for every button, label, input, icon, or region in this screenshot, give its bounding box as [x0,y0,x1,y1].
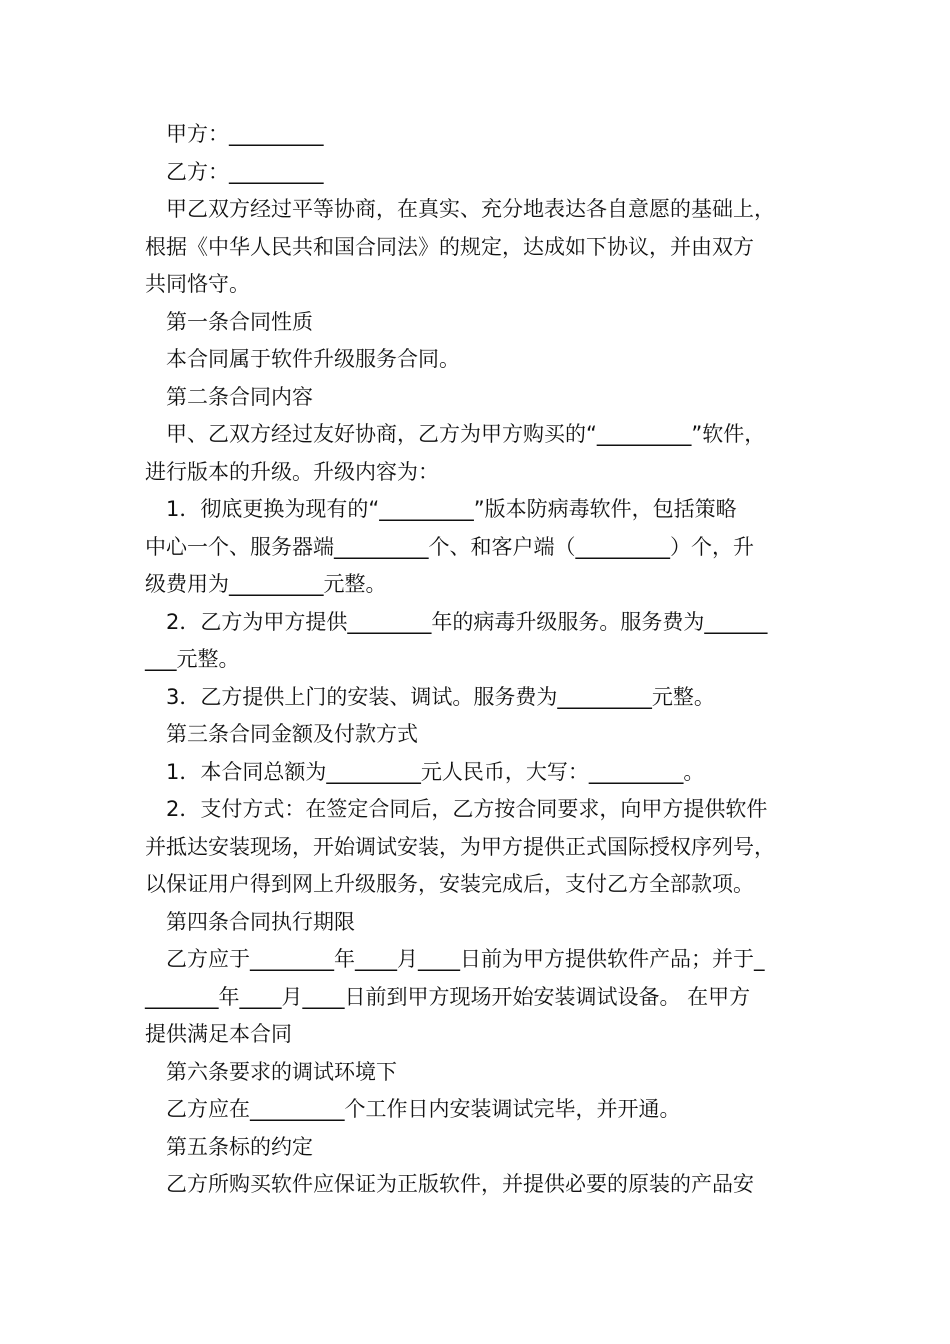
doc-line: 中心一个、服务器端_________个、和客户端（_________）个，升 [145,534,754,559]
doc-line: 级费用为_________元整。 [145,572,387,596]
doc-line: 1．彻底更换为现有的“_________”版本防病毒软件，包括策略 [166,497,737,521]
section-heading: 第三条合同金额及付款方式 [166,722,418,746]
doc-line: 并抵达安装现场，开始调试安装，为甲方提供正式国际授权序列号， [145,834,775,859]
doc-line: 1．本合同总额为_________元人民币，大写：_________。 [166,759,705,784]
doc-line: 甲方：_________ [166,122,324,146]
doc-line: 乙方应在_________个工作日内安装调试完毕，并开通。 [166,1097,681,1121]
doc-line: 3．乙方提供上门的安装、调试。服务费为_________元整。 [166,684,715,709]
section-heading: 第二条合同内容 [166,384,313,409]
doc-line: 甲、乙双方经过友好协商，乙方为甲方购买的“_________”软件， [166,422,766,446]
section-heading: 第六条要求的调试环境下 [166,1059,397,1084]
doc-line: 本合同属于软件升级服务合同。 [166,347,460,371]
doc-line: 提供满足本合同 [145,1022,292,1046]
section-heading: 第一条合同性质 [166,309,313,334]
doc-line: 以保证用户得到网上升级服务，安装完成后，支付乙方全部款项。 [145,872,754,896]
contract-document [145,116,810,1204]
doc-line: 根据《中华人民共和国合同法》的规定，达成如下协议，并由双方 [145,234,754,259]
doc-line: 乙方所购买软件应保证为正版软件，并提供必要的原装的产品安 [166,1172,754,1196]
doc-line: 进行版本的升级。升级内容为： [145,459,439,484]
doc-line: 2．支付方式：在签定合同后，乙方按合同要求，向甲方提供软件 [166,797,768,821]
doc-line: ___元整。 [145,647,240,671]
doc-line: 乙方：_________ [166,159,324,184]
doc-line: 共同恪守。 [145,272,250,296]
section-heading: 第四条合同执行期限 [166,909,355,934]
doc-line: 2．乙方为甲方提供________年的病毒升级服务。服务费为______ [166,609,768,634]
doc-line: 甲乙双方经过平等协商，在真实、充分地表达各自意愿的基础上， [166,197,775,221]
section-heading: 第五条标的约定 [166,1134,313,1159]
doc-line: 乙方应于________年____月____日前为甲方提供软件产品；并于_ [166,947,765,971]
doc-line: _______年____月____日前到甲方现场开始安装调试设备。 在甲方 [145,984,751,1009]
